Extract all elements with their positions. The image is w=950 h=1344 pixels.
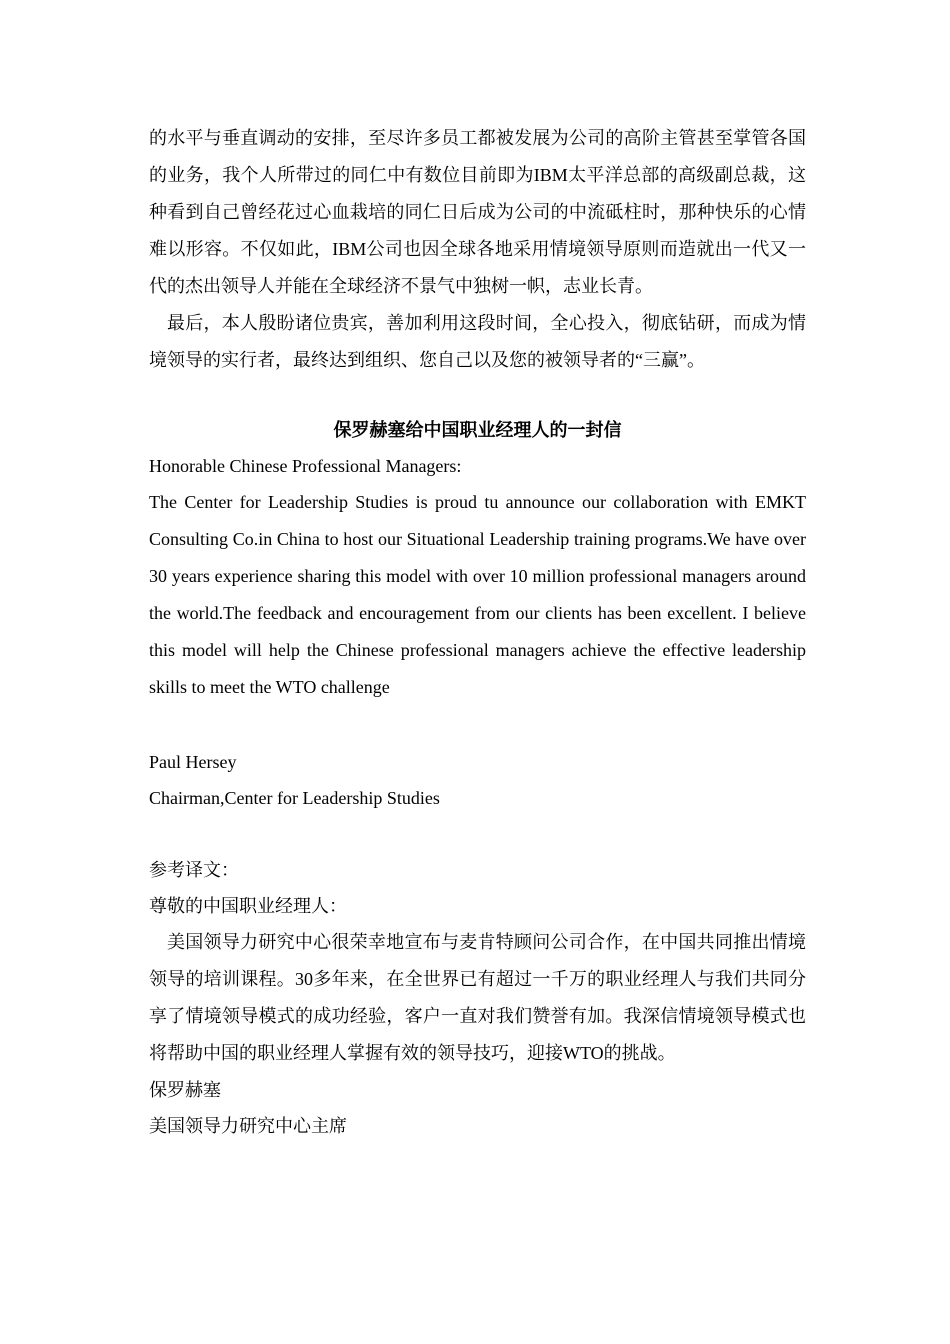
intro-paragraph-2: 最后，本人殷盼诸位贵宾，善加利用这段时间，全心投入，彻底钻研，而成为情境领导的实行者，最终达到组织、您自己以及您的被领导者的“三赢”。 (149, 313, 806, 370)
spacer (149, 706, 806, 744)
translation-body: 美国领导力研究中心很荣幸地宣布与麦肯特顾问公司合作，在中国共同推出情境领导的培训课程。30多年来，在全世界已有超过一千万的职业经理人与我们共同分享了情境领导模式的成功经验，客户一直对我们赞誉有加。我深信情境领导模式也将帮助中国的职业经理人掌握有效的领导技巧，迎接WTO的挑战。 (149, 932, 806, 1063)
letter-body: The Center for Leadership Studies is proud tu announce our collaboration with EMKT Consulting Co.in China to host our Situational Leadership training programs.We have over 30 years experience sharing this model with over 10 million professional managers around the world.The feedback and encouragement from our clients has been excellent. I believe this model will help the Chinese professional managers achieve the effective leadership skills to meet the WTO challenge (149, 492, 806, 697)
translation-salutation: 尊敬的中国职业经理人： (149, 896, 347, 916)
translation-signature-name: 保罗赫塞 (149, 1080, 221, 1100)
document-content (149, 120, 806, 1144)
intro-paragraph-1: 的水平与垂直调动的安排，至尽许多员工都被发展为公司的高阶主管甚至掌管各国的业务，我个人所带过的同仁中有数位目前即为IBM太平洋总部的高级副总裁，这种看到自己曾经花过心血栽培的同仁日后成为公司的中流砥柱时，那种快乐的心情难以形容。不仅如此，IBM公司也因全球各地采用情境领导原则而造就出一代又一代的杰出领导人并能在全球经济不景气中独树一帜，志业长青。 (149, 128, 806, 296)
letter-title: 保罗赫塞给中国职业经理人的一封信 (333, 420, 622, 440)
letter-signature-title: Chairman,Center for Leadership Studies (149, 788, 440, 808)
spacer (149, 816, 806, 852)
translation-label: 参考译文： (149, 860, 239, 880)
letter-signature-name: Paul Hersey (149, 752, 237, 772)
letter-salutation: Honorable Chinese Professional Managers: (149, 456, 462, 476)
translation-signature-title: 美国领导力研究中心主席 (149, 1116, 347, 1136)
